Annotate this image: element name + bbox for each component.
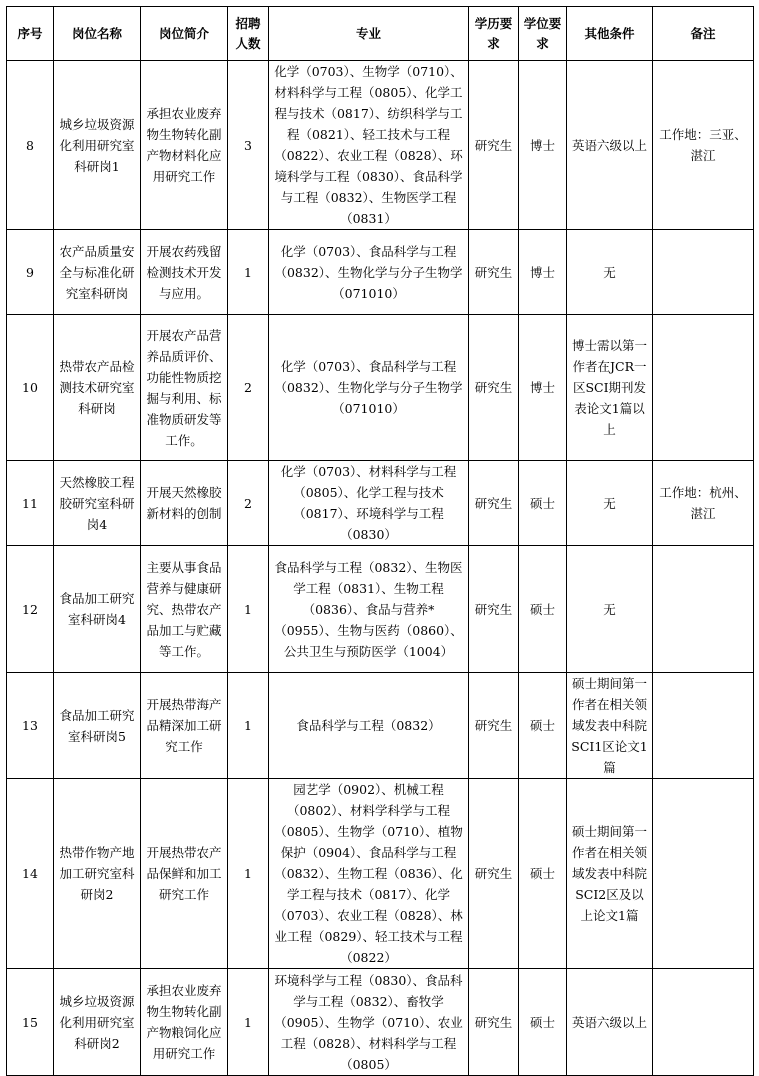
- header-degree: 学位要求: [519, 7, 567, 61]
- cell-intro: 开展农药残留检测技术开发与应用。: [141, 230, 228, 315]
- cell-degree: 硕士: [519, 779, 567, 969]
- cell-count: 1: [228, 673, 269, 779]
- table-row: [7, 673, 754, 779]
- cell-name: 城乡垃圾资源化利用研究室科研岗1: [54, 61, 141, 230]
- cell-major: 食品科学与工程（0832）: [269, 673, 469, 779]
- cell-seq: 13: [7, 673, 54, 779]
- cell-count: 1: [228, 969, 269, 1076]
- cell-note: [653, 779, 754, 969]
- cell-name: 食品加工研究室科研岗5: [54, 673, 141, 779]
- cell-degree: 博士: [519, 315, 567, 461]
- cell-edu: 研究生: [469, 546, 519, 673]
- cell-note: [653, 546, 754, 673]
- table-row: [7, 779, 754, 969]
- cell-note: 工作地：杭州、湛江: [653, 461, 754, 546]
- cell-seq: 11: [7, 461, 54, 546]
- header-count: 招聘人数: [228, 7, 269, 61]
- cell-other: 英语六级以上: [567, 61, 653, 230]
- cell-other: 博士需以第一作者在JCR一区SCI期刊发表论文1篇以上: [567, 315, 653, 461]
- cell-count: 2: [228, 461, 269, 546]
- cell-name: 天然橡胶工程胶研究室科研岗4: [54, 461, 141, 546]
- header-seq: 序号: [7, 7, 54, 61]
- cell-name: 热带农产品检测技术研究室科研岗: [54, 315, 141, 461]
- header-row: [7, 7, 754, 61]
- cell-major: 化学（0703）、生物学（0710）、材料科学与工程（0805）、化学工程与技术（0817）、纺织科学与工程（0821）、轻工技术与工程（0822）、农业工程（0828）、环境科学与工程（0830）、食品科学与工程（0832）、生物医学工程（0831）: [269, 61, 469, 230]
- table-row: [7, 969, 754, 1076]
- cell-major: 园艺学（0902）、机械工程（0802）、材料学科学与工程（0805）、生物学（0710）、植物保护（0904）、食品科学与工程（0832）、生物工程（0836）、化学工程与技术（0817）、化学（0703）、农业工程（0828）、林业工程（0829）、轻工技术与工程（0822）: [269, 779, 469, 969]
- cell-other: 硕士期间第一作者在相关领域发表中科院SCI2区及以上论文1篇: [567, 779, 653, 969]
- cell-intro: 承担农业废弃物生物转化副产物材料化应用研究工作: [141, 61, 228, 230]
- cell-other: 英语六级以上: [567, 969, 653, 1076]
- cell-major: 环境科学与工程（0830）、食品科学与工程（0832）、畜牧学（0905）、生物学（0710）、农业工程（0828）、材料科学与工程（0805）: [269, 969, 469, 1076]
- cell-edu: 研究生: [469, 461, 519, 546]
- cell-major: 化学（0703）、食品科学与工程（0832）、生物化学与分子生物学（071010）: [269, 230, 469, 315]
- cell-seq: 12: [7, 546, 54, 673]
- cell-seq: 14: [7, 779, 54, 969]
- cell-other: 无: [567, 230, 653, 315]
- cell-count: 2: [228, 315, 269, 461]
- table-row: [7, 315, 754, 461]
- cell-degree: 博士: [519, 61, 567, 230]
- cell-edu: 研究生: [469, 673, 519, 779]
- cell-seq: 8: [7, 61, 54, 230]
- header-note: 备注: [653, 7, 754, 61]
- cell-note: 工作地：三亚、湛江: [653, 61, 754, 230]
- cell-degree: 硕士: [519, 546, 567, 673]
- cell-seq: 15: [7, 969, 54, 1076]
- cell-name: 热带作物产地加工研究室科研岗2: [54, 779, 141, 969]
- cell-edu: 研究生: [469, 779, 519, 969]
- header-edu: 学历要求: [469, 7, 519, 61]
- cell-intro: 承担农业废弃物生物转化副产物粮饲化应用研究工作: [141, 969, 228, 1076]
- cell-intro: 开展天然橡胶新材料的创制: [141, 461, 228, 546]
- cell-intro: 主要从事食品营养与健康研究、热带农产品加工与贮藏等工作。: [141, 546, 228, 673]
- cell-name: 城乡垃圾资源化利用研究室科研岗2: [54, 969, 141, 1076]
- header-major: 专业: [269, 7, 469, 61]
- table-row: [7, 230, 754, 315]
- cell-name: 农产品质量安全与标准化研究室科研岗: [54, 230, 141, 315]
- cell-major: 化学（0703）、材料科学与工程（0805）、化学工程与技术（0817）、环境科学与工程（0830）: [269, 461, 469, 546]
- cell-count: 1: [228, 779, 269, 969]
- cell-count: 3: [228, 61, 269, 230]
- cell-count: 1: [228, 546, 269, 673]
- cell-major: 食品科学与工程（0832）、生物医学工程（0831）、生物工程（0836）、食品与营养*（0955）、生物与医药（0860）、公共卫生与预防医学（1004）: [269, 546, 469, 673]
- cell-count: 1: [228, 230, 269, 315]
- cell-name: 食品加工研究室科研岗4: [54, 546, 141, 673]
- cell-degree: 博士: [519, 230, 567, 315]
- cell-seq: 9: [7, 230, 54, 315]
- recruitment-table: [6, 6, 754, 1076]
- table-row: [7, 461, 754, 546]
- cell-edu: 研究生: [469, 315, 519, 461]
- cell-edu: 研究生: [469, 61, 519, 230]
- cell-note: [653, 969, 754, 1076]
- cell-seq: 10: [7, 315, 54, 461]
- cell-other: 硕士期间第一作者在相关领域发表中科院SCI1区论文1篇: [567, 673, 653, 779]
- cell-other: 无: [567, 461, 653, 546]
- cell-note: [653, 230, 754, 315]
- header-other: 其他条件: [567, 7, 653, 61]
- cell-edu: 研究生: [469, 230, 519, 315]
- table-row: [7, 546, 754, 673]
- table-row: [7, 61, 754, 230]
- cell-degree: 硕士: [519, 969, 567, 1076]
- cell-intro: 开展热带农产品保鲜和加工研究工作: [141, 779, 228, 969]
- cell-intro: 开展农产品营养品质评价、功能性物质挖掘与利用、标准物质研发等工作。: [141, 315, 228, 461]
- cell-major: 化学（0703）、食品科学与工程（0832）、生物化学与分子生物学（071010）: [269, 315, 469, 461]
- cell-intro: 开展热带海产品精深加工研究工作: [141, 673, 228, 779]
- cell-note: [653, 315, 754, 461]
- cell-edu: 研究生: [469, 969, 519, 1076]
- header-name: 岗位名称: [54, 7, 141, 61]
- cell-degree: 硕士: [519, 673, 567, 779]
- header-intro: 岗位简介: [141, 7, 228, 61]
- cell-degree: 硕士: [519, 461, 567, 546]
- cell-other: 无: [567, 546, 653, 673]
- cell-note: [653, 673, 754, 779]
